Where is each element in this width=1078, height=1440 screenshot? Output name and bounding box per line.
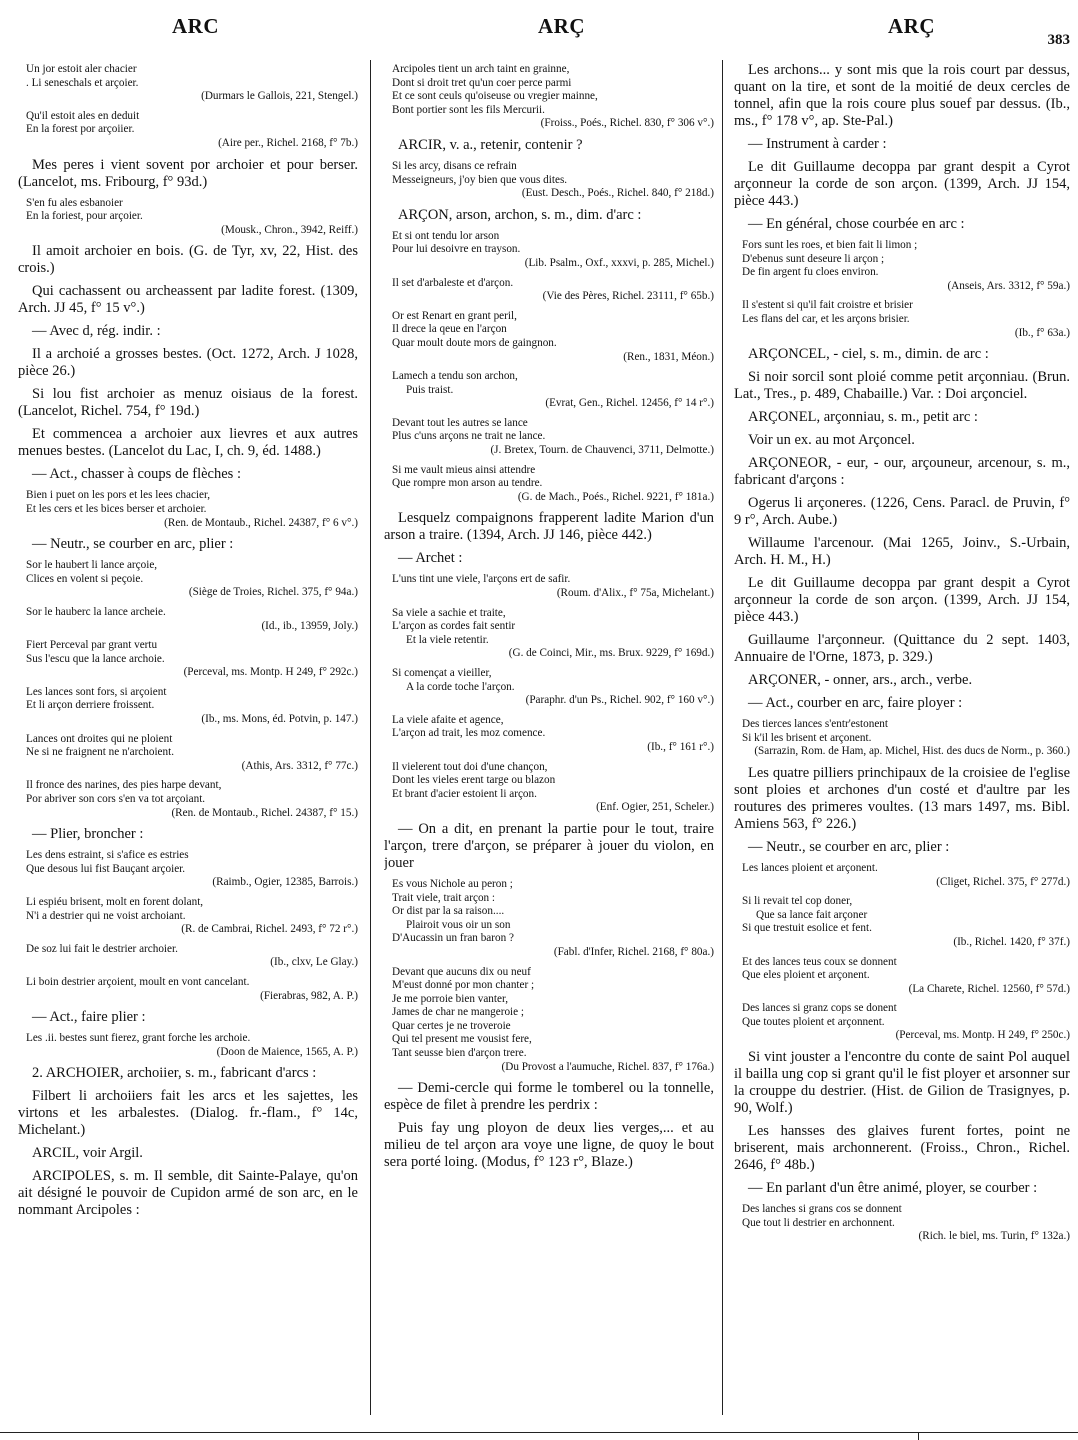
verse-line: Or dist par la sa raison.... bbox=[392, 905, 505, 918]
verse-line: Des tierces lances s'entr'estonent bbox=[742, 718, 888, 731]
verse-line: Por abriver son cors s'en va tot arçoiant. bbox=[26, 793, 206, 806]
entry-paragraph: — Demi-cercle qui forme le tomberel ou la tonnelle, espèce de filet à prendre les perdrix : bbox=[384, 1080, 714, 1114]
verse-line: Plus c'uns arçons ne trait ne lance. bbox=[392, 430, 546, 443]
entry-paragraph: Le dit Guillaume decoppa par grant despit a Cyrot arçonneur la corde de son arçon. (1399, Arch. JJ 154, pièce 443.) bbox=[734, 575, 1070, 626]
sense-heading: — En parlant d'un être animé, ployer, se courber : bbox=[748, 1180, 1038, 1197]
citation-source: (Cliget, Richel. 375, f° 277d.) bbox=[936, 875, 1070, 888]
citation-source: (R. de Cambrai, Richel. 2493, f° 72 r°.) bbox=[181, 923, 358, 936]
verse-quotation bbox=[384, 230, 714, 271]
verse-line: En la forest por arçoiier. bbox=[26, 123, 135, 136]
verse-line: Que rompre mon arson au tendre. bbox=[392, 477, 543, 490]
citation-source: (Ib., f° 161 r°.) bbox=[647, 740, 714, 753]
verse-line: Je me porroie bien vanter, bbox=[392, 992, 509, 1005]
verse-quotation bbox=[384, 417, 714, 458]
citation-source: (Ib., ms. Mons, éd. Potvin, p. 147.) bbox=[201, 713, 358, 726]
verse-line: De fin argent fu cloes environ. bbox=[742, 266, 879, 279]
citation-source: (Athis, Ars. 3312, f° 77c.) bbox=[241, 759, 358, 772]
entry-paragraph: ARÇONEL, arçonniau, s. m., petit arc : bbox=[748, 409, 978, 426]
verse-quotation bbox=[734, 895, 1070, 949]
verse-line: L'arçon ad trait, les moz comence. bbox=[392, 727, 546, 740]
verse-quotation bbox=[384, 714, 714, 755]
verse-line: Or est Renart en grant peril, bbox=[392, 309, 517, 322]
citation-source: (G. de Coinci, Mir., ms. Brux. 9229, f° 169d.) bbox=[508, 647, 714, 660]
verse-line: S'en fu ales esbanoier bbox=[26, 196, 123, 209]
entry-paragraph: ARÇONCEL, - ciel, s. m., dimin. de arc : bbox=[748, 346, 989, 363]
entry-paragraph: Filbert li archoiiers fait les arcs et les sajettes, les virtons et les arbalestes. (Dialog. fr.-flam., f° 14c, Michelant.) bbox=[18, 1088, 358, 1139]
verse-quotation bbox=[18, 63, 358, 104]
verse-line: Si que trestuit esolice et fent. bbox=[742, 922, 872, 935]
verse-line: Les flans del car, et les arçons brisier. bbox=[742, 312, 910, 325]
citation-source: (Du Provost a l'aumuche, Richel. 837, f° 176a.) bbox=[501, 1060, 714, 1073]
verse-quotation bbox=[734, 1002, 1070, 1043]
verse-line: Que toutes ploient et arçonnent. bbox=[742, 1015, 885, 1028]
verse-line: Fors sunt les roes, et bien fait li limon ; bbox=[742, 239, 918, 251]
verse-line: Sor le haubert li lance arçoie, bbox=[26, 559, 158, 572]
verse-line: De soz lui fait le destrier archoier. bbox=[26, 942, 178, 955]
sense-heading: — En général, chose courbée en arc : bbox=[748, 216, 965, 232]
citation-source: (Perceval, ms. Montp. H 249, f° 250c.) bbox=[895, 1029, 1070, 1042]
running-head-right: ARÇ bbox=[888, 14, 935, 38]
verse-quotation bbox=[18, 943, 358, 970]
verse-quotation bbox=[384, 310, 714, 364]
citation-source: (Anseis, Ars. 3312, f° 59a.) bbox=[947, 279, 1070, 292]
verse-quotation bbox=[18, 896, 358, 937]
citation-source: (Raimb., Ogier, 12385, Barrois.) bbox=[212, 876, 358, 889]
citation-source: (Mousk., Chron., 3942, Reiff.) bbox=[221, 223, 358, 236]
verse-line: Qu'il estoit ales en deduit bbox=[26, 109, 140, 122]
verse-line: Et si ont tendu lor arson bbox=[392, 229, 500, 242]
verse-line: Il set d'arbaleste et d'arçon. bbox=[392, 276, 514, 289]
verse-line: Les dens estraint, si s'afice es estries bbox=[26, 849, 189, 862]
entry-paragraph: Qui cachassent ou archeassent par ladite forest. (1309, Arch. JJ 45, f° 15 v°.) bbox=[18, 283, 358, 317]
verse-quotation bbox=[734, 956, 1070, 997]
verse-line: Que desous lui fist Bauçant arçoier. bbox=[26, 862, 186, 875]
verse-line: Les lances sont fors, si arçoient bbox=[26, 685, 167, 698]
verse-quotation bbox=[18, 639, 358, 680]
column-3 bbox=[734, 60, 1070, 1250]
column-rule bbox=[370, 60, 371, 1415]
entry-paragraph: ARCIPOLES, s. m. Il semble, dit Sainte-Palaye, qu'on ait désigné le pouvoir de Cupidon armé de son arc, en le nommant Arcipoles : bbox=[18, 1168, 358, 1219]
verse-quotation bbox=[734, 718, 1070, 759]
citation-source: (Id., ib., 13959, Joly.) bbox=[261, 619, 358, 632]
running-head-center: ARÇ bbox=[538, 14, 585, 38]
verse-quotation bbox=[384, 667, 714, 708]
citation-source: (Paraphr. d'un Ps., Richel. 902, f° 160 v°.) bbox=[525, 694, 714, 707]
verse-line: Messeigneurs, j'oy bien que vous dites. bbox=[392, 173, 568, 186]
verse-line: Sa viele a sachie et traite, bbox=[392, 606, 506, 619]
verse-line: Il vielerent tout doi d'une chançon, bbox=[392, 760, 548, 773]
verse-line: A la corde toche l'arçon. bbox=[406, 680, 515, 693]
citation-source: (Ib., Richel. 1420, f° 37f.) bbox=[953, 935, 1070, 948]
verse-line: Trait viele, trait arçon : bbox=[392, 891, 496, 904]
verse-quotation bbox=[18, 559, 358, 600]
citation-source: (J. Bretex, Tourn. de Chauvenci, 3711, Delmotte.) bbox=[490, 444, 714, 457]
entry-paragraph: ARÇONER, - onner, ars., arch., verbe. bbox=[748, 672, 973, 689]
verse-line: Fiert Perceval par grant vertu bbox=[26, 639, 158, 652]
verse-quotation bbox=[18, 110, 358, 151]
verse-line: Et ce sont ceuls qu'oiseuse ou vregier mainne, bbox=[392, 90, 598, 103]
verse-quotation bbox=[18, 779, 358, 820]
verse-line: Si començat a vieiller, bbox=[392, 667, 492, 679]
entry-paragraph: — On a dit, en prenant la partie pour le tout, traire l'arçon, trere d'arçon, se préparer à jouer du violon, en jouer bbox=[384, 820, 714, 871]
citation-source: (G. de Mach., Poés., Richel. 9221, f° 181a.) bbox=[517, 490, 714, 503]
verse-quotation bbox=[734, 1203, 1070, 1244]
citation-source: (Rich. le biel, ms. Turin, f° 132a.) bbox=[918, 1230, 1070, 1243]
entry-paragraph: ARÇONEOR, - eur, - our, arçouneur, arcenour, s. m., fabricant d'arçons : bbox=[734, 455, 1070, 489]
verse-line: Plairoit vous oir un son bbox=[406, 918, 511, 931]
sense-heading: — Avec d, rég. indir. : bbox=[32, 323, 161, 340]
verse-line: D'Aucassin un fran baron ? bbox=[392, 932, 514, 945]
citation-source: (La Charete, Richel. 12560, f° 57d.) bbox=[908, 982, 1070, 995]
citation-source: (Durmars le Gallois, 221, Stengel.) bbox=[201, 90, 358, 103]
verse-quotation bbox=[18, 733, 358, 774]
entry-paragraph: Le dit Guillaume decoppa par grant despit a Cyrot arçonneur la corde de son arçon. (1399, Arch. JJ 154, pièce 443.) bbox=[734, 159, 1070, 209]
verse-quotation bbox=[18, 606, 358, 633]
citation-source: (Eust. Desch., Poés., Richel. 840, f° 218d.) bbox=[521, 187, 714, 200]
verse-line: Et brant d'acier estoient li arçon. bbox=[392, 787, 537, 800]
entry-paragraph: Les quatre pilliers princhipaux de la croisiee de l'eglise sont ploies et archones d'un costé et d'aultre par les routures des primeres voultes. (13 mars 1497, ms. Bibl. Amiens 563, f° 226.) bbox=[734, 764, 1070, 832]
entry-paragraph: Mes peres i vient sovent por archoier et pour berser. (Lancelot, ms. Fribourg, f° 93d.) bbox=[18, 156, 358, 190]
verse-quotation bbox=[384, 63, 714, 131]
verse-line: Clices en volent si peçoie. bbox=[26, 572, 144, 585]
citation-source: (Enf. Ogier, 251, Scheler.) bbox=[596, 801, 714, 814]
entry-paragraph: Et commencea a archoier aux lievres et aux autres menues bestes. (Lancelot du Lac, I, ch. 9, éd. 1488.) bbox=[18, 426, 358, 460]
verse-line: Un jor estoit aler chacier bbox=[26, 63, 137, 75]
verse-line: Devant tout les autres se lance bbox=[392, 416, 528, 429]
verse-line: Et les cers et les bices berser et archoier. bbox=[26, 502, 207, 515]
bottom-tick bbox=[918, 1432, 919, 1440]
verse-line: Et des lances teus coux se donnent bbox=[742, 955, 897, 968]
citation-source: (Fierabras, 982, A. P.) bbox=[260, 989, 358, 1002]
citation-source: (Vie des Pères, Richel. 23111, f° 65b.) bbox=[542, 290, 714, 303]
verse-line: Si me vault mieus ainsi attendre bbox=[392, 463, 536, 476]
verse-line: Que sa lance fait arçoner bbox=[756, 908, 868, 921]
column-1 bbox=[18, 60, 358, 1225]
verse-line: Bont portier sont les fils Mercurii. bbox=[392, 103, 545, 116]
entry-paragraph: Guillaume l'arçonneur. (Quittance du 2 sept. 1403, Annuaire de l'Orne, 1873, p. 329.) bbox=[734, 632, 1070, 666]
verse-line: Lamech a tendu son archon, bbox=[392, 370, 518, 383]
verse-line: L'arçon as cordes fait sentir bbox=[392, 620, 516, 633]
sense-heading: — Act., chasser à coups de flèches : bbox=[32, 466, 241, 483]
verse-line: Quar moult doute mors de gaingnon. bbox=[392, 336, 557, 349]
verse-line: Es vous Nichole au peron ; bbox=[392, 877, 513, 890]
verse-quotation bbox=[384, 878, 714, 960]
verse-line: Que tout li destrier en archonnent. bbox=[742, 1216, 895, 1229]
verse-line: Et li arçon derriere froissent. bbox=[26, 699, 155, 712]
verse-quotation bbox=[384, 573, 714, 600]
sense-heading: — Plier, broncher : bbox=[32, 826, 144, 843]
verse-line: Dont les vieles erent targe ou blazon bbox=[392, 774, 556, 787]
citation-source: (Froiss., Poés., Richel. 830, f° 306 v°.) bbox=[540, 117, 714, 130]
entry-paragraph: Il a archoié a grosses bestes. (Oct. 1272, Arch. J 1028, pièce 26.) bbox=[18, 346, 358, 380]
verse-quotation bbox=[384, 160, 714, 201]
verse-line: Sus l'escu que la lance archoie. bbox=[26, 652, 165, 665]
citation-source: (Evrat, Gen., Richel. 12456, f° 14 r°.) bbox=[545, 397, 714, 410]
bottom-rule bbox=[0, 1432, 1078, 1433]
verse-quotation bbox=[18, 849, 358, 890]
entry-paragraph: Les archons... y sont mis que la rois court par dessus, quant on la tire, et sont de la moitié de deux cercles de tonnel, afin que la rois coure plus souef par dessus. (Ib., ms., f° 178 v°, ap. Ste-Pal.) bbox=[734, 62, 1070, 129]
verse-quotation bbox=[18, 976, 358, 1003]
entry-paragraph: ARCIL, voir Argil. bbox=[32, 1145, 143, 1162]
page-number: 383 bbox=[1047, 32, 1070, 48]
verse-line: Il s'estent si qu'il fait croistre et brisier bbox=[742, 299, 913, 312]
citation-source: (Roum. d'Alix., f° 75a, Michelant.) bbox=[556, 587, 714, 600]
verse-line: . Li seneschals et arçoier. bbox=[26, 76, 139, 89]
verse-quotation bbox=[18, 1032, 358, 1059]
sense-heading: — Neutr., se courber en arc, plier : bbox=[748, 838, 950, 855]
verse-quotation bbox=[734, 862, 1070, 889]
citation-source: (Aire per., Richel. 2168, f° 7b.) bbox=[218, 136, 358, 149]
verse-quotation bbox=[384, 277, 714, 304]
verse-quotation bbox=[384, 370, 714, 411]
verse-line: Devant que aucuns dix ou neuf bbox=[392, 965, 531, 978]
citation-source: (Doon de Maience, 1565, A. P.) bbox=[216, 1045, 358, 1058]
verse-line: L'uns tint une viele, l'arçons ert de safir. bbox=[392, 573, 571, 586]
verse-line: James de char ne mangeroie ; bbox=[392, 1006, 525, 1019]
entry-paragraph: ARCIR, v. a., retenir, contenir ? bbox=[398, 136, 583, 153]
entry-paragraph: Puis fay ung ployon de deux lies verges,... et au milieu de tel arçon ara voye une ligne, de quoy le bout sera porté loing. (Modus, f° 123 r°, Blaze.) bbox=[384, 1120, 714, 1171]
entry-paragraph: Lesquelz compaignons frapperent ladite Marion d'un arson a traire. (1394, Arch. JJ 146, pièce 442.) bbox=[384, 510, 714, 544]
verse-line: Dont si droit tret qu'un coer perce parmi bbox=[392, 76, 572, 89]
verse-quotation bbox=[734, 239, 1070, 293]
verse-line: Puis traist. bbox=[406, 383, 454, 396]
running-head-left: ARC bbox=[172, 14, 219, 38]
citation-source: (Ib., f° 63a.) bbox=[1014, 326, 1070, 339]
verse-line: Lances ont droites qui ne ploient bbox=[26, 732, 173, 745]
entry-paragraph: Les hansses des glaives furent fortes, point ne briserent, mais archonnerent. (Froiss., Chron., Richel. 2646, f° 48b.) bbox=[734, 1123, 1070, 1174]
sense-heading: — Instrument à carder : bbox=[748, 136, 887, 152]
verse-line: Si k'il les brisent et arçonent. bbox=[742, 731, 872, 744]
verse-line: En la foriest, pour arçoier. bbox=[26, 210, 143, 223]
column-2 bbox=[384, 60, 714, 1177]
entry-paragraph: ARÇON, arson, archon, s. m., dim. d'arc : bbox=[398, 206, 642, 223]
entry-paragraph: Voir un ex. au mot Arçoncel. bbox=[748, 432, 915, 449]
sense-heading: — Act., faire plier : bbox=[32, 1009, 146, 1026]
entry-paragraph: Willaume l'arcenour. (Mai 1265, Joinv., S.-Urbain, Arch. H. M., H.) bbox=[734, 535, 1070, 569]
citation-source: (Ib., clxv, Le Glay.) bbox=[270, 956, 358, 969]
verse-quotation bbox=[18, 489, 358, 530]
verse-line: Il drece la qeue en l'arçon bbox=[392, 323, 507, 336]
verse-quotation bbox=[734, 299, 1070, 340]
verse-quotation bbox=[384, 607, 714, 661]
verse-line: Que eles ploient et arçonent. bbox=[742, 969, 870, 982]
verse-line: Les .ii. bestes sunt fierez, grant forche les archoie. bbox=[26, 1032, 251, 1045]
entry-paragraph: Ogerus li arçoneres. (1226, Cens. Paracl. de Pruvin, f° 9 r°, Arch. Aube.) bbox=[734, 495, 1070, 529]
verse-line: Qui tel present me vousist fere, bbox=[392, 1033, 532, 1046]
entry-paragraph: Si noir sorcil sont ploié comme petit arçonniau. (Brun. Lat., Tres., p. 489, Chabaille.) Var. : Doi arçonciel. bbox=[734, 369, 1070, 403]
verse-line: Li espiéu brisent, molt en forent dolant, bbox=[26, 896, 204, 908]
verse-line: La viele afaite et agence, bbox=[392, 713, 504, 726]
citation-source: (Lib. Psalm., Oxf., xxxvi, p. 285, Michel.) bbox=[524, 256, 714, 269]
citation-source: (Perceval, ms. Montp. H 249, f° 292c.) bbox=[183, 666, 358, 679]
verse-line: Sor le hauberc la lance archeie. bbox=[26, 605, 166, 618]
verse-line: M'eust donné por mon chanter ; bbox=[392, 979, 535, 992]
verse-line: Des lanches si grans cos se donnent bbox=[742, 1203, 902, 1216]
citation-source: (Ren., 1831, Méon.) bbox=[623, 350, 714, 363]
verse-quotation bbox=[384, 464, 714, 505]
entry-paragraph: Il amoit archoier en bois. (G. de Tyr, xv, 22, Hist. des crois.) bbox=[18, 243, 358, 277]
citation-source: (Ren. de Montaub., Richel. 24387, f° 6 v°.) bbox=[164, 516, 358, 529]
entry-paragraph: 2. ARCHOIER, archoiier, s. m., fabricant d'arcs : bbox=[32, 1065, 317, 1082]
citation-source: (Ren. de Montaub., Richel. 24387, f° 15.) bbox=[171, 806, 358, 819]
sense-heading: — Archet : bbox=[398, 550, 463, 567]
verse-line: Quar certes je ne troveroie bbox=[392, 1019, 511, 1032]
verse-line: Tant seusse bien d'arçon trere. bbox=[392, 1047, 527, 1060]
verse-line: Il fronce des narines, des pies harpe devant, bbox=[26, 779, 222, 792]
verse-line: Si les arcy, disans ce refrain bbox=[392, 159, 517, 172]
sense-heading: — Neutr., se courber en arc, plier : bbox=[32, 536, 234, 553]
verse-line: Des lances si granz cops se donent bbox=[742, 1002, 897, 1015]
verse-quotation bbox=[384, 966, 714, 1075]
verse-line: Si li revait tel cop doner, bbox=[742, 895, 853, 908]
verse-line: N'i a destrier qui ne voist archoiant. bbox=[26, 909, 186, 922]
entry-paragraph: Si vint jouster a l'encontre du conte de saint Pol auquel il bailla ung cop si grant qu'il le fist ployer et arsonner sur la crouppe du destrier. (Hist. de Gilion de Trasignyes, p. 90, Wolf.) bbox=[734, 1049, 1070, 1117]
verse-quotation bbox=[384, 761, 714, 815]
verse-quotation bbox=[18, 686, 358, 727]
verse-line: D'ebenus sunt deseure li arçon ; bbox=[742, 252, 885, 265]
verse-line: Et la viele retentir. bbox=[406, 633, 489, 646]
column-rule bbox=[722, 60, 723, 1415]
verse-line: Les lances ploient et arçonent. bbox=[742, 861, 878, 874]
verse-line: Pour lui desoivre en trayson. bbox=[392, 243, 521, 256]
verse-quotation bbox=[18, 197, 358, 238]
citation-source: (Sarrazin, Rom. de Ham, ap. Michel, Hist. des ducs de Norm., p. 360.) bbox=[754, 745, 1070, 758]
sense-heading: — Act., courber en arc, faire ployer : bbox=[748, 695, 963, 712]
verse-line: Li boin destrier arçoient, moult en vont cancelant. bbox=[26, 975, 250, 988]
citation-source: (Siège de Troies, Richel. 375, f° 94a.) bbox=[188, 586, 358, 599]
verse-line: Bien i puet on les pors et les lees chacier, bbox=[26, 489, 211, 502]
verse-line: Ne si ne fraignent ne n'archoient. bbox=[26, 746, 175, 759]
citation-source: (Fabl. d'Infer, Richel. 2168, f° 80a.) bbox=[553, 945, 714, 958]
entry-paragraph: Si lou fist archoier as menuz oisiaus de la forest. (Lancelot, Richel. 754, f° 19d.) bbox=[18, 386, 358, 420]
verse-line: Arcipoles tient un arch taint en grainne, bbox=[392, 63, 570, 75]
